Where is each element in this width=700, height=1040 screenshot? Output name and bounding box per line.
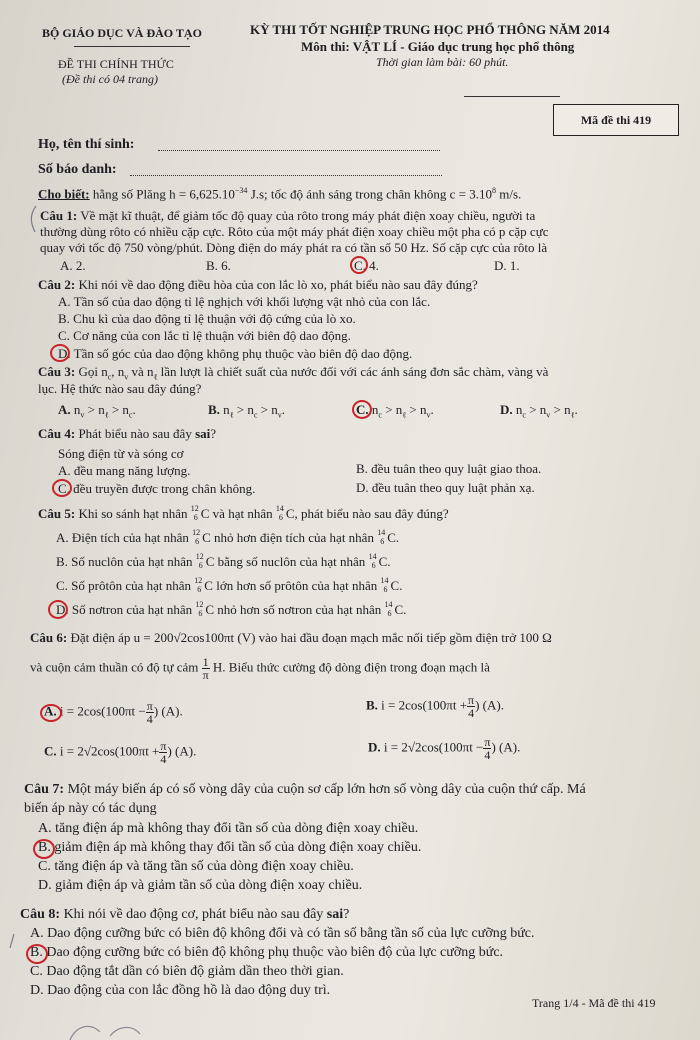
q2-option-d[interactable]: D. Tần số góc của dao động không phụ thuộc vào biên độ dao động. [58, 346, 413, 361]
official-label: ĐỀ THI CHÍNH THỨC [58, 57, 174, 71]
q5-option-c[interactable]: C. Số prôtôn của hạt nhân 12 6 C lớn hơn số prôtôn của hạt nhân 14 6 C. [56, 576, 403, 594]
q3-line-1: Câu 3: Gọi $n_c$, $n_v$ và $n_\ell$ lần lượt là chiết suất của nước đối với các ánh sáng đơn sắc chàm, vàng và [38, 364, 549, 382]
q6-option-d[interactable]: D. i = 2√2cos(100πt − $\frac{\pi}{4}$ ) (A). [368, 735, 521, 762]
candidate-id-label: Số báo danh: [38, 162, 117, 177]
q5-stem: Câu 5: Khi so sánh hạt nhân 12 6 C và hạt nhân 14 6 C, phát biểu nào sau đây đúng? [38, 504, 449, 522]
q7-line-1: Câu 7: Một máy biến áp có số vòng dây của cuộn sơ cấp lớn hơn số vòng dây của cuộn thứ cấp. Má [24, 782, 586, 797]
q5-option-a[interactable]: A. Điện tích của hạt nhân 12 6 C nhỏ hơn điện tích của hạt nhân 14 6 C. [56, 528, 400, 546]
ministry-name: BỘ GIÁO DỤC VÀ ĐÀO TẠO [42, 26, 202, 40]
q6-option-a[interactable]: A. i = 2cos(100πt − $\frac{\pi}{4}$ ) (A). [44, 699, 183, 726]
page-footer: Trang 1/4 - Mã đề thi 419 [532, 996, 656, 1010]
inductance-fraction: $\frac{1}{\pi}$ [202, 655, 209, 682]
q1-line-1: Câu 1: Về mặt kĩ thuật, để giảm tốc độ quay của rôto trong máy phát điện xoay chiều, người ta [40, 208, 536, 223]
q7-line-2: biến áp này có tác dụng [24, 801, 157, 816]
q3-option-d[interactable]: D. $n_c > n_v > n_\ell$. [500, 402, 578, 420]
q7-option-a[interactable]: A. tăng điện áp mà không thay đổi tần số của dòng điện xoay chiều. [38, 821, 419, 836]
q7-option-d[interactable]: D. giảm điện áp và giảm tần số của dòng điện xoay chiều. [38, 878, 363, 893]
q8-option-b[interactable]: B. Dao động cưỡng bức có biên độ không phụ thuộc vào biên độ của lực cưỡng bức. [30, 945, 504, 960]
q3-line-2: lục. Hệ thức nào sau đây đúng? [38, 381, 202, 396]
exam-subject: Môn thi: VẬT LÍ - Giáo dục trung học phổ thông [301, 39, 575, 54]
q4-option-a[interactable]: A. đều mang năng lượng. [58, 463, 191, 478]
q5-option-b[interactable]: B. Số nuclôn của hạt nhân 12 6 C bằng số nuclôn của hạt nhân 14 6 C. [56, 552, 391, 570]
q4-stem: Câu 4: Phát biểu nào sau đây sai? [38, 426, 217, 441]
q3-option-b[interactable]: B. $n_\ell > n_c > n_v$. [208, 402, 286, 420]
q4-option-b[interactable]: B. đều tuân theo quy luật giao thoa. [356, 461, 542, 476]
q6-option-b[interactable]: B. i = 2cos(100πt + $\frac{\pi}{4}$ ) (A). [366, 693, 504, 720]
q3-option-c[interactable]: C. $n_c > n_\ell > n_v$. [356, 402, 434, 420]
given-label: Cho biết: [38, 186, 90, 202]
q4-option-c[interactable]: C. đều truyền được trong chân không. [58, 481, 256, 496]
pages-note: (Đề thi có 04 trang) [62, 72, 158, 86]
pencil-tick-q8 [10, 934, 14, 948]
q8-option-c[interactable]: C. Dao động tắt dần có biên độ giảm dần theo thời gian. [30, 964, 344, 979]
exam-time: Thời gian làm bài: 60 phút. [376, 55, 509, 69]
nuclide-c14: 14 6 [275, 504, 284, 522]
q7-option-c[interactable]: C. tăng điện áp và tăng tần số của dòng điện xoay chiều. [38, 859, 354, 874]
q6-line-2: và cuộn cảm thuần có độ tự cảm $\frac{1}{\pi}$ H. Biểu thức cường độ dòng điện trong đoạn mạch là [30, 655, 490, 682]
q8-option-d[interactable]: D. Dao động của con lắc đồng hồ là dao động duy trì. [30, 983, 331, 998]
q2-option-c[interactable]: C. Cơ năng của con lắc tỉ lệ thuận với biên độ dao động. [58, 328, 351, 343]
q1-option-b[interactable]: B. 6. [206, 258, 231, 273]
q4-option-d[interactable]: D. đều tuân theo quy luật phản xạ. [356, 480, 535, 495]
q2-option-b[interactable]: B. Chu kì của dao động tỉ lệ thuận với độ cứng của lò xo. [58, 311, 356, 326]
exam-title: KỲ THI TỐT NGHIỆP TRUNG HỌC PHỔ THÔNG NĂM 2014 [250, 22, 610, 37]
q7-option-b[interactable]: B. giảm điện áp mà không thay đổi tần số của dòng điện xoay chiều. [38, 840, 422, 855]
q6-option-c[interactable]: C. i = 2√2cos(100πt + $\frac{\pi}{4}$ ) (A). [44, 739, 197, 766]
given-constants: Cho biết: hằng số Plăng $h = 6,625.10^{-34}$ J.s; tốc độ ánh sáng trong chân không $c = 3.10^8$ m/s. [38, 186, 522, 202]
q5-option-d[interactable]: D. Số nơtron của hạt nhân 12 6 C nhỏ hơn số nơtron của hạt nhân 14 6 C. [56, 600, 407, 618]
q8-option-a[interactable]: A. Dao động cưỡng bức có biên độ không đổi và có tần số bằng tần số của lực cưỡng bức. [30, 926, 535, 941]
pencil-tick-q1 [31, 206, 36, 232]
q1-line-2: thường dùng rôto có nhiều cặp cực. Rôto của một máy phát điện xoay chiều một pha có p cặp cực [40, 224, 549, 239]
q2-stem: Câu 2: Khi nói về dao động điều hòa của con lắc lò xo, phát biểu nào sau đây đúng? [38, 277, 478, 292]
q1-option-d[interactable]: D. 1. [494, 258, 520, 273]
exam-code-box: Mã đề thi 419 [553, 104, 679, 136]
q6-line-1: Câu 6: Đặt điện áp u = 200√2cos100πt (V) vào hai đầu đoạn mạch mắc nối tiếp gồm điện trở 100 Ω [30, 630, 552, 645]
q3-option-a[interactable]: A. $n_v > n_\ell > n_c$. [58, 402, 136, 420]
q4-lead: Sóng điện từ và sóng cơ [58, 446, 184, 461]
candidate-name-label: Họ, tên thí sinh: [38, 137, 135, 152]
q1-option-a[interactable]: A. 2. [60, 258, 86, 273]
q1-line-3: quay với tốc độ 750 vòng/phút. Dòng điện do máy phát ra có tần số 50 Hz. Số cặp cực của rôto là [40, 240, 548, 255]
q2-option-a[interactable]: A. Tần số của dao động tỉ lệ nghịch với khối lượng vật nhỏ của con lắc. [58, 294, 431, 309]
nuclide-c12: 12 6 [190, 504, 199, 522]
q1-option-c[interactable]: C. 4. [354, 258, 379, 273]
pen-scribble-bottom [70, 1026, 140, 1040]
q8-stem: Câu 8: Khi nói về dao động cơ, phát biểu nào sau đây sai? [20, 907, 350, 922]
